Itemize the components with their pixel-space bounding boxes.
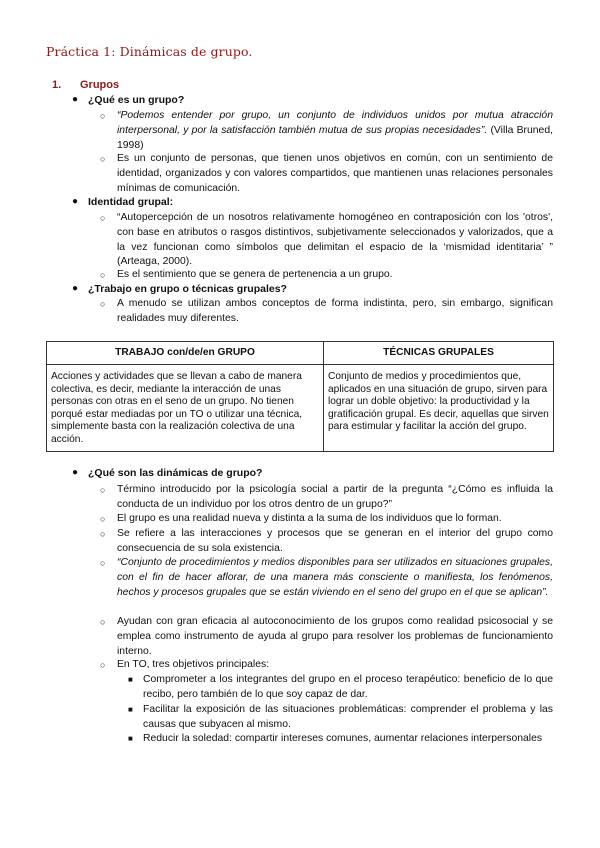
item-text: Es el sentimiento que se genera de pertenencia a un grupo. [117,269,393,280]
item-text: Es un conjunto de personas, que tienen unos objetivos en común, con un sentimiento de identidad, organizados y con valores compartidos, que mantienen unas relaciones personales mínimas de comunicación. [117,153,553,194]
circle-bullet-icon: ○ [100,111,106,121]
list-item-termino [100,483,553,513]
list-item-facilitar [128,703,553,733]
table-header-tecnicas: TÉCNICAS GRUPALES [324,342,554,365]
square-bullet-icon: ■ [128,705,133,714]
table-header-trabajo: TRABAJO con/de/en GRUPO [47,342,324,365]
bullet-dot-icon: ● [72,196,79,207]
item-text: “Conjunto de procedimientos y medios disponibles para ser utilizados en situaciones grupales, con el fin de hacer aflorar, de una manera más consciente o manifiesta, los fenómenos, hechos y procesos grupales que se están viviendo en el seno del grupo en el que se aplican”. [117,557,553,598]
circle-bullet-icon: ○ [100,270,106,280]
item-text: Reducir la soledad: compartir intereses comunes, aumentar relaciones interpersonales [143,733,543,744]
bullet-dot-icon: ● [72,94,79,105]
item-text: Facilitar la exposición de las situaciones problemáticas: comprender el problema y las causas que subyacen al mismo. [143,704,553,730]
table-row [47,365,554,452]
bullet-label: Identidad grupal: [88,196,174,208]
item-text: Se refiere a las interacciones y procesos que se generan en el interior del grupo como consecuencia de su sola existencia. [117,528,553,554]
item-text: A menudo se utilizan ambos conceptos de forma indistinta, pero, sin embargo, significan realidades muy diferentes. [117,298,553,324]
list-item-objetivos-to [100,658,553,673]
bullet-que-es-grupo [72,94,185,106]
square-bullet-icon: ■ [128,734,133,743]
list-item-conjunto-personas [100,152,553,196]
bullet-dot-icon: ● [72,467,79,478]
list-item-definicion-villa [100,109,554,153]
page-title: Práctica 1: Dinámicas de grupo. [46,44,253,59]
list-item-procedimientos [100,556,553,600]
list-item-autoconocimiento [100,615,553,659]
section-number: 1. [52,79,62,91]
circle-bullet-icon: ○ [100,154,106,164]
circle-bullet-icon: ○ [100,485,106,495]
section-label: Grupos [80,79,120,91]
list-item-realidad-nueva [100,512,553,527]
circle-bullet-icon: ○ [100,660,106,670]
bullet-dinamicas [72,467,263,479]
bullet-label: ¿Trabajo en grupo o técnicas grupales? [88,283,287,295]
circle-bullet-icon: ○ [100,617,106,627]
item-text: Ayudan con gran eficacia al autoconocimiento de los grupos como realidad psicosocial y se emplea como instrumento de ayuda al grupo para resolver los problemas de funcionamiento interno. [117,616,553,657]
circle-bullet-icon: ○ [100,514,106,524]
section-heading [52,79,119,91]
bullet-label: ¿Qué es un grupo? [88,94,185,106]
list-item-sentimiento [100,268,553,283]
table-cell-trabajo: Acciones y actividades que se llevan a cabo de manera colectiva, es decir, mediante la interacción de unas personas con otras en el seno de un grupo. No tienen porqué estar mediadas por un TO o utilizar una técnica, simplemente basta con la realización colectiva de una acción. [47,365,324,452]
table-header-row [47,342,554,365]
bullet-dot-icon: ● [72,283,79,294]
square-bullet-icon: ■ [128,675,133,684]
circle-bullet-icon: ○ [100,529,106,539]
comparison-table [46,341,554,452]
item-text: El grupo es una realidad nueva y distinta a la suma de los individuos que lo forman. [117,513,502,524]
citation: (Villa Bruned, 1998) [117,124,554,151]
item-text: Comprometer a los integrantes del grupo en el proceso terapéutico: beneficio de lo que recibo, pero también de lo que soy capaz de dar. [143,674,553,700]
list-item-comprometer [128,673,553,703]
quote-text: “Podemos entender por grupo, un conjunto de individuos unidos por mutua atracción interpersonal, y por la satisfacción también mutua de sus propias necesidades”. [117,110,553,136]
table-cell-tecnicas: Conjunto de medios y procedimientos que, aplicados en una situación de grupo, sirven para lograr un doble objetivo: la productividad y la gratificación grupal. Es decir, aquellas que sirven para estimular y facilitar la acción del grupo. [324,365,554,452]
circle-bullet-icon: ○ [100,558,106,568]
list-item-reducir-soledad [128,732,553,747]
item-text: En TO, tres objetivos principales: [117,659,270,670]
list-item-conceptos [100,297,553,327]
list-item-autopercepcion [100,211,553,270]
item-text: Término introducido por la psicología social a partir de la pregunta “¿Cómo es influida la conducta de un individuo por los otros dentro de un grupo?” [117,484,553,510]
bullet-trabajo-tecnicas [72,283,287,295]
item-text: “Autopercepción de un nosotros relativamente homogéneo en contraposición con los 'otros', con base en atributos o rasgos distintivos, subjetivamente seleccionados y valorizados, que a la vez funcionan como símbolos que delimitan el espacio de la ‘mismidad identitaria’ ” (Arteaga, 2000). [117,212,553,268]
bullet-label: ¿Qué son las dinámicas de grupo? [88,467,263,479]
bullet-identidad-grupal [72,196,174,208]
circle-bullet-icon: ○ [100,213,106,223]
list-item-interacciones [100,527,553,557]
circle-bullet-icon: ○ [100,299,106,309]
